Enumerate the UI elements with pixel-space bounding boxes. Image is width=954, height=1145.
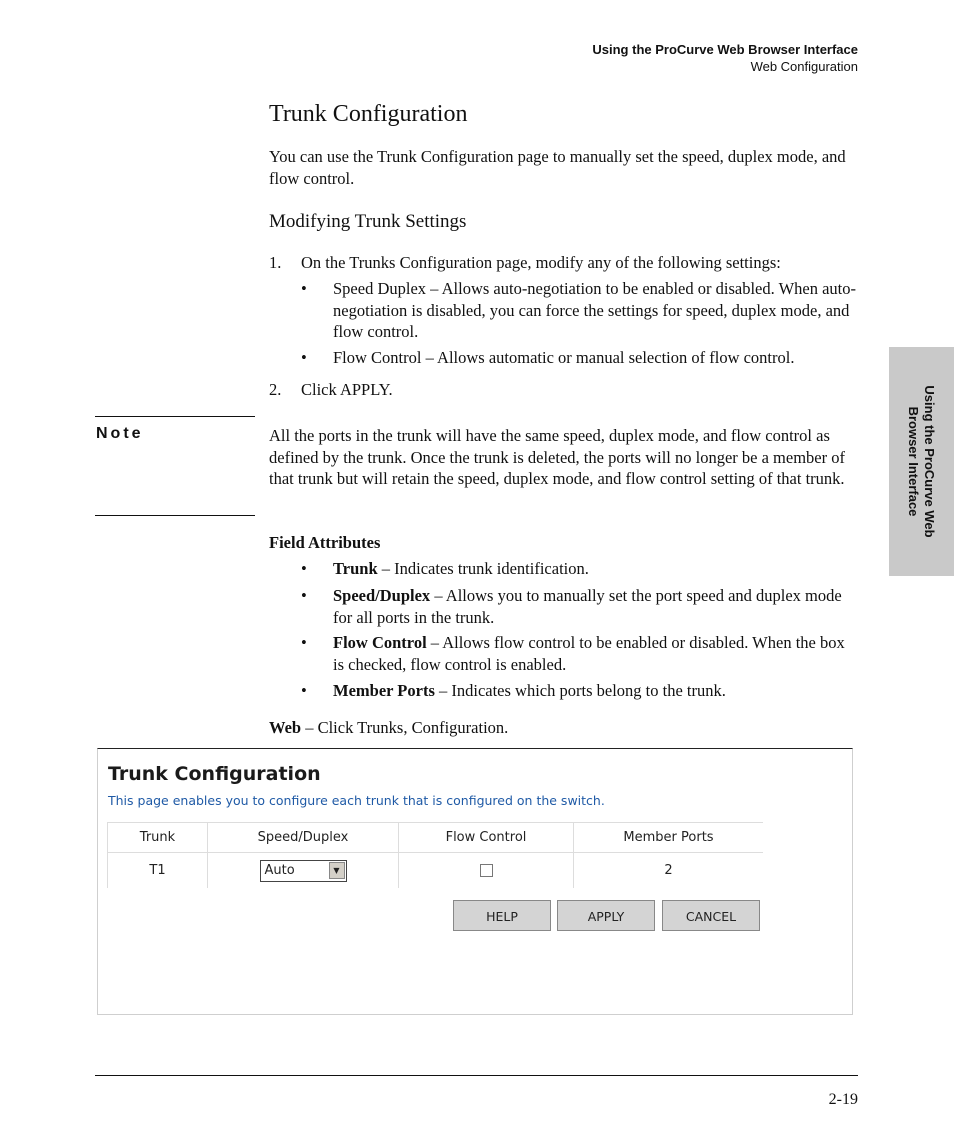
field-attributes-list — [269, 558, 859, 708]
speed-duplex-select[interactable] — [260, 860, 347, 882]
side-tab-line1: Using the ProCurve Web — [922, 385, 938, 538]
step-bullet-text: Speed Duplex – Allows auto-negotiation to be enabled or disabled. When auto-negotiation is disabled, you can force the settings for speed, duplex mode, and flow control. — [333, 279, 856, 341]
field-item — [333, 680, 859, 702]
bullet: • — [301, 586, 307, 605]
field-desc: – Indicates which ports belong to the trunk. — [434, 681, 726, 700]
column-header-trunk: Trunk — [108, 823, 208, 853]
table-row — [108, 853, 764, 889]
bullet: • — [301, 681, 307, 700]
field-term: Trunk — [333, 559, 378, 578]
table-header-row — [108, 823, 764, 853]
page-number: 2-19 — [828, 1091, 858, 1108]
member-ports-cell: 2 — [574, 853, 764, 889]
page-title: Trunk Configuration — [269, 101, 468, 127]
step-bullet-text: Flow Control – Allows automatic or manual selection of flow control. — [333, 348, 795, 367]
column-header-member-ports: Member Ports — [574, 823, 764, 853]
step-number: 2. — [269, 380, 282, 399]
field-term: Member Ports — [333, 681, 435, 700]
note-bottom-rule — [95, 515, 255, 516]
flow-control-cell — [399, 853, 574, 889]
speed-duplex-cell — [208, 853, 399, 889]
bullet: • — [301, 348, 307, 367]
field-term: Speed/Duplex — [333, 586, 431, 605]
apply-button[interactable]: APPLY — [557, 900, 655, 931]
screenshot-subtitle: This page enables you to configure each trunk that is configured on the switch. — [108, 793, 605, 808]
steps-list — [269, 252, 859, 402]
trunk-table — [107, 822, 763, 888]
field-attributes-heading: Field Attributes — [269, 533, 381, 552]
screenshot-title: Trunk Configuration — [108, 763, 321, 785]
column-header-speed-duplex: Speed/Duplex — [208, 823, 399, 853]
note-label: Note — [96, 425, 144, 442]
trunk-config-screenshot — [97, 748, 853, 1015]
field-desc: – Allows flow control to be enabled or disabled. When the box is checked, flow control is enabled. — [333, 633, 845, 674]
footer-rule — [95, 1075, 858, 1076]
running-header-section: Web Configuration — [750, 59, 858, 74]
trunk-cell: T1 — [108, 853, 208, 889]
step-number: 1. — [269, 253, 282, 272]
field-item — [333, 632, 859, 675]
running-header-chapter: Using the ProCurve Web Browser Interface — [592, 42, 858, 57]
bullet: • — [301, 559, 307, 578]
cancel-button[interactable]: CANCEL — [662, 900, 760, 931]
step-text: Click APPLY. — [301, 380, 393, 399]
side-tab-line2: Browser Interface — [906, 406, 922, 517]
flow-control-checkbox[interactable] — [480, 864, 493, 877]
field-item — [333, 558, 859, 580]
field-item — [333, 585, 859, 628]
side-tab — [889, 347, 954, 576]
intro-paragraph: You can use the Trunk Configuration page to manually set the speed, duplex mode, and flow control. — [269, 147, 846, 188]
chevron-down-icon[interactable]: ▼ — [329, 862, 345, 879]
web-desc: – Click Trunks, Configuration. — [301, 718, 509, 737]
speed-duplex-value: Auto — [264, 862, 295, 878]
subheading: Modifying Trunk Settings — [269, 211, 467, 232]
side-tab-label — [889, 347, 954, 576]
column-header-flow-control: Flow Control — [399, 823, 574, 853]
field-term: Flow Control — [333, 633, 427, 652]
field-desc: – Allows you to manually set the port speed and duplex mode for all ports in the trunk. — [333, 586, 842, 627]
web-term: Web — [269, 718, 302, 737]
step-text: On the Trunks Configuration page, modify any of the following settings: — [301, 253, 781, 272]
web-instruction — [269, 717, 859, 739]
bullet: • — [301, 633, 307, 652]
note-top-rule — [95, 416, 255, 417]
field-desc: – Indicates trunk identification. — [377, 559, 589, 578]
help-button[interactable]: HELP — [453, 900, 551, 931]
bullet: • — [301, 279, 307, 298]
note-text: All the ports in the trunk will have the same speed, duplex mode, and flow control as defined by the trunk. Once the trunk is deleted, the ports will no longer be a member of that trunk but will retain the speed, duplex mode, and flow control setting of that trunk. — [269, 426, 845, 488]
